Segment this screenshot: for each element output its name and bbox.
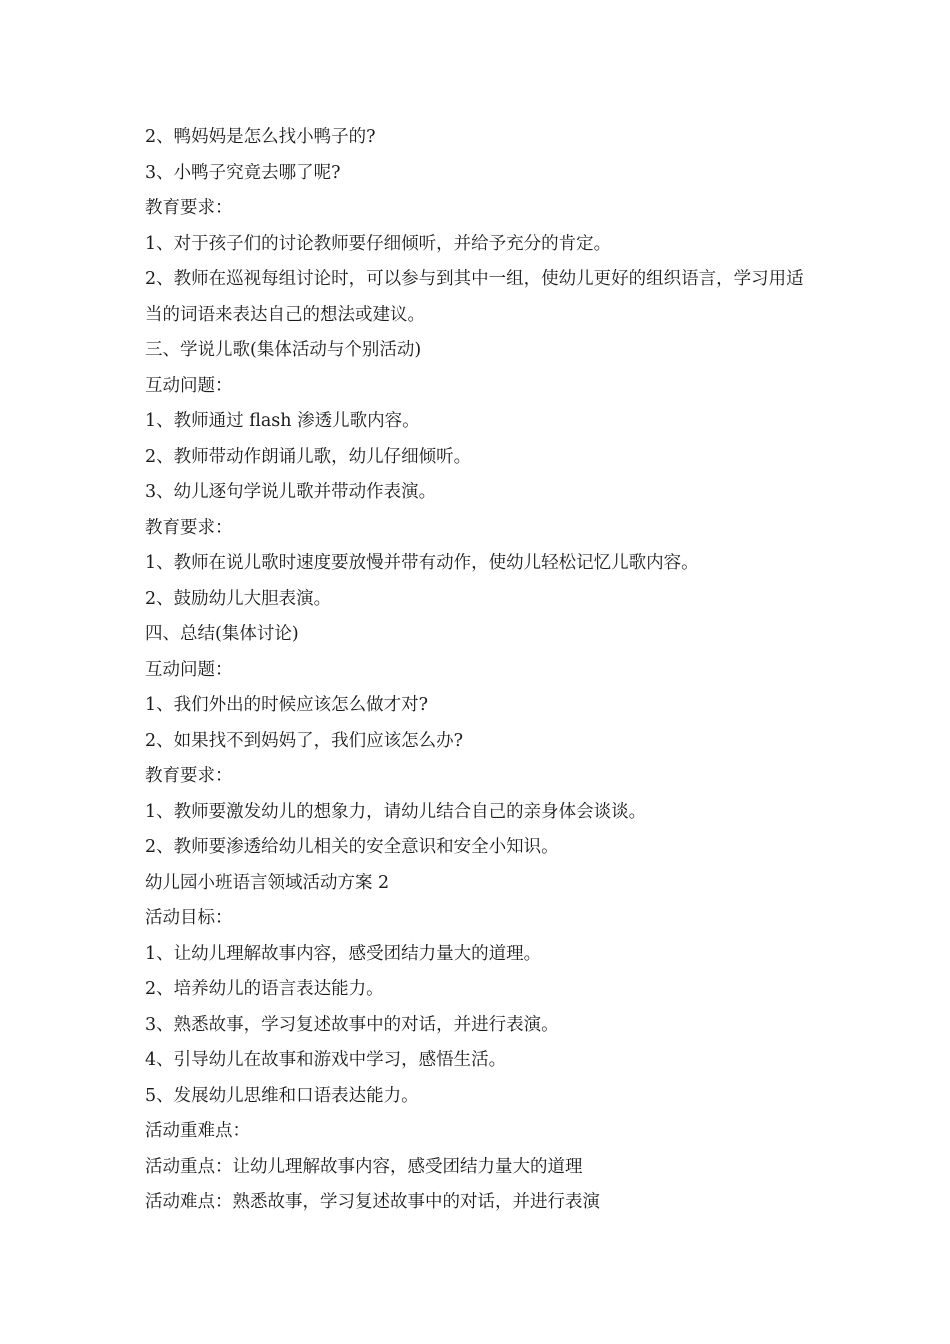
key-point-line: 活动重点：让幼儿理解故事内容，感受团结力量大的道理 — [145, 1156, 583, 1177]
section-heading: 三、学说儿歌(集体活动与个别活动) — [145, 340, 422, 360]
goal-line: 4、引导幼儿在故事和游戏中学习，感悟生活。 — [145, 1050, 507, 1070]
section-label: 教育要求： — [145, 766, 233, 786]
requirement-line: 1、对于孩子们的讨论教师要仔细倾听，并给予充分的肯定。 — [145, 233, 612, 254]
question-line: 2、如果找不到妈妈了，我们应该怎么办? — [145, 730, 464, 751]
section-label: 活动目标： — [145, 908, 233, 928]
question-line: 3、幼儿逐句学说儿歌并带动作表演。 — [145, 482, 437, 502]
question-line: 3、小鸭子究竟去哪了呢? — [145, 162, 341, 183]
requirement-line: 1、教师要激发幼儿的想象力，请幼儿结合自己的亲身体会谈谈。 — [145, 801, 647, 822]
goal-line: 3、熟悉故事，学习复述故事中的对话，并进行表演。 — [145, 1014, 559, 1035]
section-label: 教育要求： — [145, 517, 233, 538]
requirement-paragraph: 2、教师在巡视每组讨论时，可以参与到其中一组，使幼儿更好的组织语言，学习用适当的词语来表达自己的想法或建议。 — [145, 269, 804, 325]
requirement-line: 1、教师在说儿歌时速度要放慢并带有动作，使幼儿轻松记忆儿歌内容。 — [145, 553, 699, 573]
section-label: 互动问题： — [145, 375, 233, 396]
goal-line: 2、培养幼儿的语言表达能力。 — [145, 979, 384, 999]
question-line: 2、鸭妈妈是怎么找小鸭子的? — [145, 127, 376, 147]
goal-line: 5、发展幼儿思维和口语表达能力。 — [145, 1085, 419, 1106]
goal-line: 1、让幼儿理解故事内容，感受团结力量大的道理。 — [145, 943, 542, 964]
difficulty-line: 活动难点：熟悉故事，学习复述故事中的对话，并进行表演 — [145, 1192, 600, 1212]
requirement-line: 2、教师要渗透给幼儿相关的安全意识和安全小知识。 — [145, 837, 559, 857]
question-line: 1、我们外出的时候应该怎么做才对? — [145, 695, 429, 715]
question-line: 2、教师带动作朗诵儿歌，幼儿仔细倾听。 — [145, 446, 472, 467]
question-line: 1、教师通过 flash 渗透儿歌内容。 — [145, 411, 420, 431]
document-body — [145, 120, 815, 1221]
section-label: 教育要求： — [145, 198, 233, 218]
document-title: 幼儿园小班语言领域活动方案 2 — [145, 872, 390, 893]
section-heading: 四、总结(集体讨论) — [145, 624, 299, 644]
section-label: 互动问题： — [145, 659, 233, 680]
section-label: 活动重难点： — [145, 1121, 250, 1141]
requirement-line: 2、鼓励幼儿大胆表演。 — [145, 588, 332, 609]
